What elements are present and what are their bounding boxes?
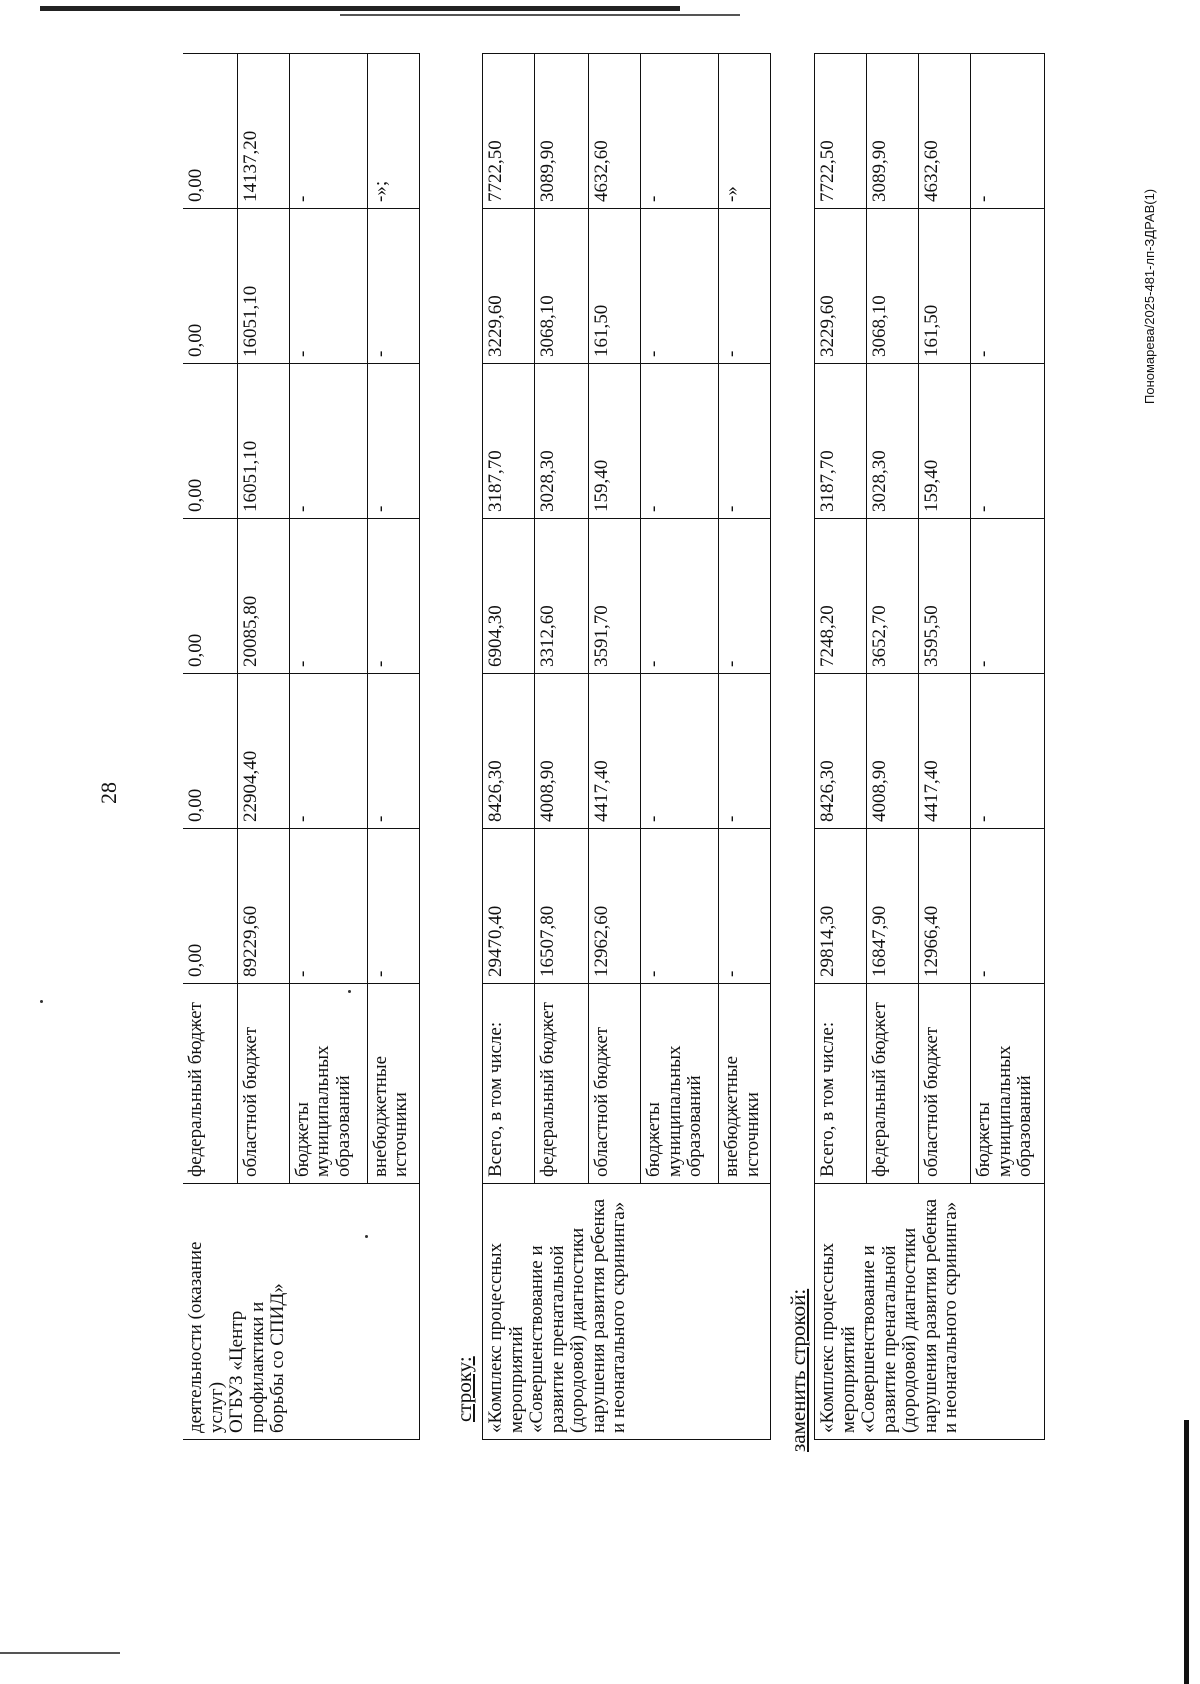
value-cell: -» <box>719 54 771 209</box>
value-cell: 3068,10 <box>867 209 919 364</box>
value-cell: 16051,10 <box>237 364 289 519</box>
source-cell: областной бюджет <box>919 984 971 1184</box>
value-cell: 7248,20 <box>815 519 867 674</box>
value-cell: - <box>289 829 367 984</box>
value-cell: 3028,30 <box>535 364 589 519</box>
value-cell: - <box>641 364 719 519</box>
value-cell: 12962,60 <box>589 829 641 984</box>
program-name-cell: «Комплекс процессных мероприятий «Совершенствование и развитие пренатальной (дородовой) диагностики нарушения развития ребенка и неонатального скрининга» <box>815 1184 1045 1440</box>
value-cell: 6904,30 <box>483 519 535 674</box>
value-cell: 8426,30 <box>815 674 867 829</box>
value-cell: 161,50 <box>919 209 971 364</box>
value-cell: 0,00 <box>183 519 237 674</box>
value-cell: - <box>367 829 419 984</box>
value-cell: 4632,60 <box>919 54 971 209</box>
value-cell: - <box>719 829 771 984</box>
source-cell: внебюджетные источники <box>367 984 419 1184</box>
value-cell: 0,00 <box>183 54 237 209</box>
value-cell: - <box>289 54 367 209</box>
value-cell: 7722,50 <box>483 54 535 209</box>
value-cell: 16847,90 <box>867 829 919 984</box>
value-cell: 22904,40 <box>237 674 289 829</box>
value-cell: 0,00 <box>183 829 237 984</box>
value-cell: 4417,40 <box>919 674 971 829</box>
value-cell: 16507,80 <box>535 829 589 984</box>
source-cell: внебюджетные источники <box>719 984 771 1184</box>
value-cell: 14137,20 <box>237 54 289 209</box>
value-cell: - <box>289 674 367 829</box>
funding-table-3 <box>814 53 1045 1440</box>
table-row <box>815 54 867 1440</box>
value-cell: - <box>971 519 1045 674</box>
value-cell: 3028,30 <box>867 364 919 519</box>
value-cell: 3068,10 <box>535 209 589 364</box>
source-cell: Всего, в том числе: <box>483 984 535 1184</box>
program-name-line: борьбы со СПИД» <box>267 1283 289 1433</box>
value-cell: - <box>367 209 419 364</box>
value-cell: - <box>719 209 771 364</box>
value-cell: -»; <box>367 54 419 209</box>
table-row <box>483 54 535 1440</box>
value-cell: - <box>719 674 771 829</box>
value-cell: - <box>641 54 719 209</box>
value-cell: 8426,30 <box>483 674 535 829</box>
value-cell: 29814,30 <box>815 829 867 984</box>
value-cell: 159,40 <box>919 364 971 519</box>
source-cell: бюджеты муниципальных образований <box>641 984 719 1184</box>
value-cell: - <box>719 519 771 674</box>
value-cell: 29470,40 <box>483 829 535 984</box>
source-cell: областной бюджет <box>237 984 289 1184</box>
source-cell: бюджеты муниципальных образований <box>289 984 367 1184</box>
value-cell: 3187,70 <box>815 364 867 519</box>
value-cell: 3229,60 <box>815 209 867 364</box>
value-cell: 3595,50 <box>919 519 971 674</box>
value-cell: 0,00 <box>183 364 237 519</box>
page-number: 28 <box>96 782 121 804</box>
value-cell: 3089,90 <box>867 54 919 209</box>
value-cell: 3229,60 <box>483 209 535 364</box>
value-cell: 3089,90 <box>535 54 589 209</box>
value-cell: 161,50 <box>589 209 641 364</box>
value-cell: - <box>289 364 367 519</box>
table-row <box>183 54 237 1440</box>
value-cell: 3652,70 <box>867 519 919 674</box>
value-cell: - <box>641 674 719 829</box>
value-cell: - <box>971 54 1045 209</box>
value-cell: 4008,90 <box>867 674 919 829</box>
source-cell: областной бюджет <box>589 984 641 1184</box>
value-cell: 3312,60 <box>535 519 589 674</box>
value-cell: - <box>641 209 719 364</box>
value-cell: 3187,70 <box>483 364 535 519</box>
value-cell: 20085,80 <box>237 519 289 674</box>
value-cell: - <box>971 829 1045 984</box>
value-cell: - <box>641 829 719 984</box>
funding-table-1 <box>183 53 420 1440</box>
value-cell: 4417,40 <box>589 674 641 829</box>
value-cell: 16051,10 <box>237 209 289 364</box>
value-cell: - <box>641 519 719 674</box>
value-cell: - <box>367 674 419 829</box>
document-stamp: Пономарева/2025-481-лп-ЗДРАВ(1) <box>1142 188 1157 404</box>
caption-line: строку: <box>452 1356 476 1422</box>
value-cell: - <box>971 209 1045 364</box>
value-cell: 12966,40 <box>919 829 971 984</box>
value-cell: 3591,70 <box>589 519 641 674</box>
source-cell: бюджеты муниципальных образований <box>971 984 1045 1184</box>
value-cell: - <box>719 364 771 519</box>
program-name-cell: «Комплекс процессных мероприятий «Совершенствование и развитие пренатальной (дородовой) диагностики нарушения развития ребенка и неонатального скрининга» <box>483 1184 771 1440</box>
program-name-line: ОГБУЗ «Центр профилактики и <box>226 1301 268 1433</box>
source-cell: федеральный бюджет <box>535 984 589 1184</box>
value-cell: - <box>971 364 1045 519</box>
value-cell: 159,40 <box>589 364 641 519</box>
funding-table-2 <box>482 53 771 1440</box>
value-cell: - <box>367 364 419 519</box>
value-cell: - <box>289 209 367 364</box>
value-cell: 0,00 <box>183 209 237 364</box>
caption-line: заменить строкой: <box>786 1288 810 1452</box>
program-name-line: деятельности (оказание услуг) <box>185 1241 227 1433</box>
source-cell: Всего, в том числе: <box>815 984 867 1184</box>
value-cell: - <box>367 519 419 674</box>
value-cell: - <box>289 519 367 674</box>
value-cell: 0,00 <box>183 674 237 829</box>
value-cell: 4008,90 <box>535 674 589 829</box>
value-cell: 7722,50 <box>815 54 867 209</box>
program-name-cell <box>183 1184 419 1440</box>
value-cell: - <box>971 674 1045 829</box>
value-cell: 4632,60 <box>589 54 641 209</box>
value-cell: 89229,60 <box>237 829 289 984</box>
source-cell: федеральный бюджет <box>867 984 919 1184</box>
source-cell: федеральный бюджет <box>183 984 237 1184</box>
